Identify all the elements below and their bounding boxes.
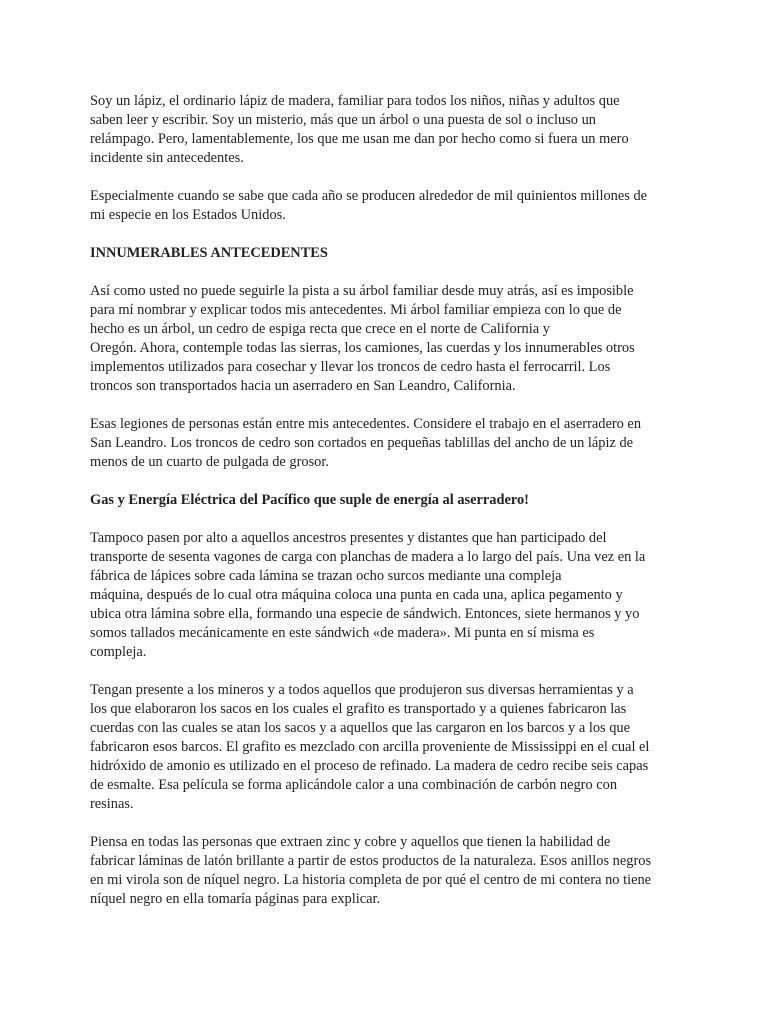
paragraph-production: Especialmente cuando se sabe que cada año se producen alrededor de mil quinientos millones de mi especie en los Estados Unidos.: [90, 188, 648, 223]
paragraph-family-tree: Así como usted no puede seguirle la pista a su árbol familiar desde muy atrás, así es imposible para mí nombrar y explicar todos mis antecedentes. Mi árbol familiar empieza con lo que de hecho es un árbol, un cedro de espiga recta que crece en el norte de California y Oregón. Ahora, contemple todas las sierras, los camiones, las cuerdas y los innumerables otros implementos utilizados para cosechar y llevar los troncos de cedro hasta el ferrocarril. Los troncos son transportados hacia un aserradero en San Leandro, California.: [90, 283, 635, 394]
heading-innumerables-antecedentes: INNUMERABLES ANTECEDENTES: [90, 245, 328, 261]
paragraph-sawmill: Esas legiones de personas están entre mis antecedentes. Considere el trabajo en el aserradero en San Leandro. Los troncos de cedro son cortados en pequeñas tablillas del ancho de un lápiz de menos de un cuarto de pulgada de grosor.: [90, 416, 642, 470]
heading-gas-energia: Gas y Energía Eléctrica del Pacífico que suple de energía al aserradero!: [90, 492, 529, 508]
document-page: [90, 92, 685, 928]
paragraph-intro: Soy un lápiz, el ordinario lápiz de madera, familiar para todos los niños, niñas y adultos que saben leer y escribir. Soy un misterio, más que un árbol o una puesta de sol o incluso un relámpago. Pero, lamentablemente, los que me usan me dan por hecho como si fuera un mero incidente sin antecedentes.: [90, 93, 629, 166]
paragraph-zinc-copper: Piensa en todas las personas que extraen zinc y cobre y aquellos que tienen la habilidad de fabricar láminas de latón brillante a partir de estos productos de la naturaleza. Esos anillos negros en mi virola son de níquel negro. La historia completa de por qué el centro de mi contera no tiene níquel negro en ella tomaría páginas para explicar.: [90, 834, 652, 907]
paragraph-miners: Tengan presente a los mineros y a todos aquellos que produjeron sus diversas herramientas y a los que elaboraron los sacos en los cuales el grafito es transportado y a quienes fabricaron las cuerdas con las cuales se atan los sacos y a aquellos que las cargaron en los barcos y a los que fabricaron esos barcos. El grafito es mezclado con arcilla proveniente de Mississippi en el cual el hidróxido de amonio es utilizado en el proceso de refinado. La madera de cedro recibe seis capas de esmalte. Esa película se forma aplicándole calor a una combinación de carbón negro con resinas.: [90, 682, 650, 812]
paragraph-factory: Tampoco pasen por alto a aquellos ancestros presentes y distantes que han participado del transporte de sesenta vagones de carga con planchas de madera a lo largo del país. Una vez en la fábrica de lápices sobre cada lámina se trazan ocho surcos mediante una compleja máquina, después de lo cual otra máquina coloca una punta en cada una, aplica pegamento y ubica otra lámina sobre ella, formando una especie de sándwich. Entonces, siete hermanos y yo somos tallados mecánicamente en este sándwich «de madera». Mi punta en sí misma es compleja.: [90, 530, 646, 660]
